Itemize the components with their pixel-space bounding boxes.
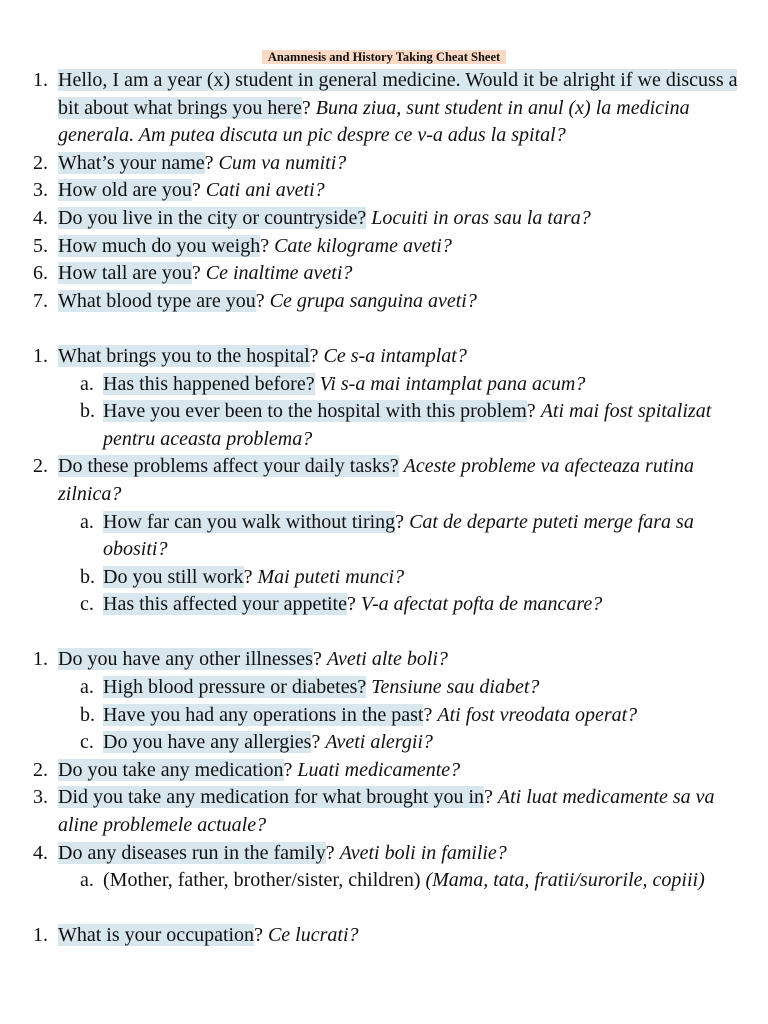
question-en: Hello, I am a year (x) student in general medicine. Would it be alright if we discuss a bit about what brings you here xyxy=(58,69,738,119)
question-en: How much do you weigh xyxy=(58,234,261,257)
title-container xyxy=(0,48,768,66)
question-en: What’s your name xyxy=(58,151,205,174)
subitem-letter: c. xyxy=(80,593,94,616)
item-number: 2. xyxy=(33,151,48,174)
list-subitem xyxy=(33,867,753,895)
question-mark: ? xyxy=(283,758,293,781)
question-en: Do you have any allergies xyxy=(103,731,312,754)
list-subitem xyxy=(33,564,753,592)
question-ro: Ati fost vreodata operat? xyxy=(437,703,638,726)
question-en: High blood pressure or diabetes? xyxy=(103,676,367,699)
question-mark: ? xyxy=(255,289,265,312)
question-mark: ? xyxy=(243,565,253,588)
question-en: How old are you xyxy=(58,179,192,202)
question-ro: Ce lucrati? xyxy=(267,924,359,947)
item-number: 2. xyxy=(33,758,48,781)
question-en: What is your occupation xyxy=(58,924,255,947)
subitem-letter: a. xyxy=(80,869,94,892)
question-ro: Buna ziua, sunt student in anul (x) la medicina generala. Am putea discuta un pic despre ce v-a adus la spital? xyxy=(58,96,690,147)
question-mark: ? xyxy=(423,703,433,726)
question-en: How far can you walk without tiring xyxy=(103,510,396,533)
item-number: 3. xyxy=(33,179,48,202)
list-subitem xyxy=(33,702,753,730)
question-ro: V-a afectat pofta de mancare? xyxy=(360,593,603,616)
item-number: 4. xyxy=(33,841,48,864)
question-ro: Vi s-a mai intamplat pana acum? xyxy=(319,372,586,395)
question-en: Has this affected your appetite xyxy=(103,593,347,616)
question-mark: ? xyxy=(312,648,322,671)
section-patient-identification xyxy=(33,67,753,315)
question-mark: ? xyxy=(191,179,201,202)
question-ro: Aceste probleme va afecteaza rutina zilnica? xyxy=(58,455,694,505)
item-number: 4. xyxy=(33,206,48,229)
question-ro: Aveti alergii? xyxy=(325,731,433,754)
list-item xyxy=(33,288,753,316)
section-presenting-complaint xyxy=(33,343,753,619)
list-subitem xyxy=(33,591,753,619)
subitem-letter: a. xyxy=(80,676,94,699)
question-en: Do you still work xyxy=(103,565,244,588)
list-item xyxy=(33,205,753,233)
list-item xyxy=(33,233,753,261)
question-ro: Cate kilograme aveti? xyxy=(274,234,452,257)
question-ro: Aveti boli in familie? xyxy=(339,841,507,864)
list-item xyxy=(33,757,753,785)
question-en: Do you take any medication xyxy=(58,758,284,781)
section-medical-history xyxy=(33,646,753,894)
item-number: 1. xyxy=(33,648,48,671)
list-subitem xyxy=(33,729,753,757)
list-subitem xyxy=(33,674,753,702)
question-mark: ? xyxy=(346,593,356,616)
question-en: Have you had any operations in the past xyxy=(103,703,424,726)
question-en: Has this happened before? xyxy=(103,372,315,395)
list-item xyxy=(33,784,753,839)
item-number: 5. xyxy=(33,234,48,257)
question-mark: ? xyxy=(395,510,405,533)
item-number: 1. xyxy=(33,924,48,947)
item-number: 1. xyxy=(33,69,48,91)
question-ro: Aveti alte boli? xyxy=(326,648,448,671)
question-en: What blood type are you xyxy=(58,289,256,312)
subitem-letter: b. xyxy=(80,400,95,423)
subitem-letter: a. xyxy=(80,372,94,395)
list-item xyxy=(33,343,753,371)
item-number: 1. xyxy=(33,344,48,367)
item-number: 2. xyxy=(33,455,48,478)
question-en: Do any diseases run in the family xyxy=(58,841,326,864)
item-number: 6. xyxy=(33,262,48,285)
question-mark: ? xyxy=(526,400,536,423)
list-item xyxy=(33,840,753,868)
question-mark: ? xyxy=(260,234,270,257)
list-subitem xyxy=(33,371,753,399)
item-number: 3. xyxy=(33,786,48,809)
subitem-letter: c. xyxy=(80,731,94,754)
question-en: What brings you to the hospital xyxy=(58,344,310,367)
question-ro: Ce inaltime aveti? xyxy=(205,262,353,285)
list-item xyxy=(33,453,753,508)
question-ro: Ati mai fost spitalizat pentru aceasta problema? xyxy=(103,400,712,450)
question-en: (Mother, father, brother/sister, children) xyxy=(103,869,421,892)
question-ro: Luati medicamente? xyxy=(297,758,461,781)
question-mark: ? xyxy=(311,731,321,754)
subitem-letter: b. xyxy=(80,565,95,588)
subitem-letter: b. xyxy=(80,703,95,726)
question-ro: Ati luat medicamente sa va aline problemele actuale? xyxy=(58,786,715,837)
question-mark: ? xyxy=(484,786,493,809)
question-en: Do you live in the city or countryside? xyxy=(58,206,367,229)
question-en: Do you have any other illnesses xyxy=(58,648,313,671)
document-content xyxy=(33,67,753,978)
question-en: Did you take any medication for what brought you in xyxy=(58,786,485,809)
question-mark: ? xyxy=(309,344,319,367)
list-subitem xyxy=(33,509,753,564)
question-mark: ? xyxy=(254,924,263,947)
question-ro: Cum va numiti? xyxy=(218,151,347,174)
section-social-history xyxy=(33,922,753,950)
list-item xyxy=(33,177,753,205)
question-ro: (Mama, tata, fratii/surorile, copiii) xyxy=(425,869,705,892)
list-item xyxy=(33,922,753,950)
list-subitem xyxy=(33,398,753,453)
question-mark: ? xyxy=(204,151,214,174)
question-ro: Cati ani aveti? xyxy=(205,179,325,202)
question-ro: Ce s-a intamplat? xyxy=(323,344,467,367)
list-item xyxy=(33,646,753,674)
question-en: How tall are you xyxy=(58,262,192,285)
question-mark: ? xyxy=(191,262,201,285)
question-en: Have you ever been to the hospital with this problem xyxy=(103,400,527,423)
item-number: 7. xyxy=(33,289,48,312)
subitem-letter: a. xyxy=(80,510,94,533)
list-item xyxy=(33,260,753,288)
question-ro: Cat de departe puteti merge fara sa obositi? xyxy=(103,510,694,561)
question-ro: Locuiti in oras sau la tara? xyxy=(371,206,591,229)
list-item xyxy=(33,150,753,178)
question-ro: Ce grupa sanguina aveti? xyxy=(269,289,477,312)
question-mark: ? xyxy=(301,96,311,119)
question-en: Do these problems affect your daily tasks? xyxy=(58,455,399,478)
question-ro: Mai puteti munci? xyxy=(257,565,405,588)
list-item xyxy=(33,67,753,150)
question-mark: ? xyxy=(325,841,335,864)
document-title: Anamnesis and History Taking Cheat Sheet xyxy=(262,50,506,64)
question-ro: Tensiune sau diabet? xyxy=(371,676,540,699)
